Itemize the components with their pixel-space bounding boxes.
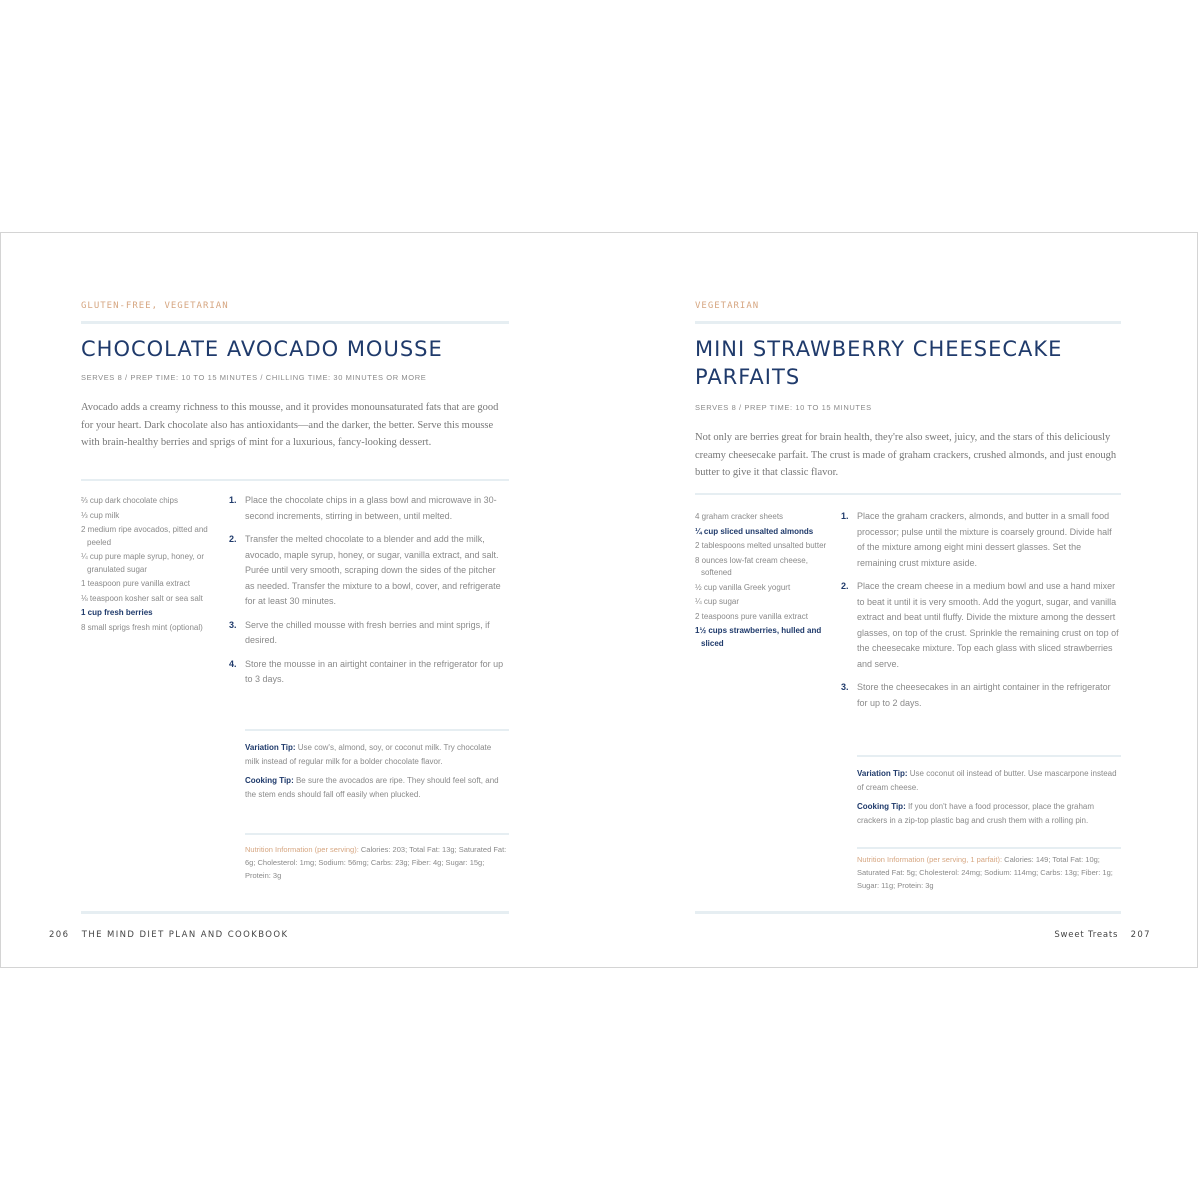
nutrition-text: Calories: 203; Total Fat: 13g; Saturated Fat: 6g; Cholesterol: 1mg; Sodium: 56mg; Carbs: 23g; Fiber: 4g; Sugar: 15g; Protein: 3g <box>245 845 507 880</box>
step-text: Store the mousse in an airtight container in the refrigerator for up to 3 days. <box>245 658 504 684</box>
ingredient-item: ¼ cup pure maple syrup, honey, or granulated sugar <box>81 552 205 574</box>
variation-tip <box>245 741 507 768</box>
nutrition-divider <box>857 847 1121 849</box>
intro-divider <box>81 479 509 481</box>
nutrition-label: Nutrition Information (per serving, 1 parfait): <box>857 855 1003 864</box>
ingredient-list <box>81 495 209 636</box>
step-number: 4. <box>229 658 237 669</box>
ingredient-item: ⅛ teaspoon kosher salt or sea salt <box>81 593 203 603</box>
step-item <box>229 493 507 524</box>
tips-divider <box>245 729 509 731</box>
ingredient-item: ¼ cup sliced unsalted almonds <box>695 526 814 536</box>
book-spread <box>0 232 1198 968</box>
cooking-tip <box>245 774 507 801</box>
step-number: 1. <box>229 495 237 505</box>
ingredient-item: ½ cup vanilla Greek yogurt <box>695 582 791 592</box>
ingredient-item: 4 graham cracker sheets <box>695 512 784 521</box>
step-text: Serve the chilled mousse with fresh berries and mint sprigs, if desired. <box>245 619 490 645</box>
nutrition-text: Calories: 149; Total Fat: 10g; Saturated Fat: 5g; Cholesterol: 24mg; Sodium: 114mg; Carbs: 13g; Fiber: 1g; Sugar: 11g; Protein: 3g <box>857 855 1113 890</box>
ingredient-item: 2 medium ripe avocados, pitted and peeled <box>81 525 208 547</box>
step-item <box>841 680 1121 711</box>
footer-right <box>1054 930 1151 940</box>
step-text: Place the cream cheese in a medium bowl and use a hand mixer to beat it until it is very smooth. Add the yogurt, sugar, and vanilla extract and beat until fluffy. Divide the mixture among the dessert glasses, on top of the crust. Sprinkle the remaining crust on top of the cheesecake mixture. Top each glass with sliced strawberries and serve. <box>857 581 1119 669</box>
variation-tip-text: Use coconut oil instead of butter. Use mascarpone instead of cream cheese. <box>857 769 1117 792</box>
nutrition-label: Nutrition Information (per serving): <box>245 845 359 854</box>
tips-box <box>857 767 1119 833</box>
step-item <box>841 579 1121 672</box>
section-title: Sweet Treats <box>1054 930 1119 940</box>
ingredient-item: 1½ cups strawberries, hulled and sliced <box>695 626 822 648</box>
step-number: 2. <box>841 581 849 591</box>
cooking-tip-text: If you don't have a food processor, place the graham crackers in a zip-top plastic bag and crush them with a rolling pin. <box>857 802 1095 825</box>
recipe-title: CHOCOLATE AVOCADO MOUSSE <box>81 337 443 361</box>
step-item <box>229 657 507 688</box>
ingredient-item: 2 teaspoons pure vanilla extract <box>695 611 808 621</box>
footer-left <box>49 930 288 940</box>
book-title: THE MIND DIET PLAN AND COOKBOOK <box>81 930 289 940</box>
step-number: 3. <box>841 682 849 692</box>
nutrition-info <box>857 853 1119 892</box>
right-page <box>695 233 1121 967</box>
cooking-tip-label: Cooking Tip: <box>857 802 906 811</box>
ingredient-item: 1 teaspoon pure vanilla extract <box>81 579 190 588</box>
recipe-intro: Not only are berries great for brain health, they're also sweet, juicy, and the stars of this deliciously creamy cheesecake parfait. The crust is made of graham crackers, crushed almonds, and just enough butter to give it that classic flavor. <box>695 432 1117 478</box>
tips-divider <box>857 755 1121 757</box>
ingredient-item: 2 tablespoons melted unsalted butter <box>695 541 827 550</box>
tag-divider <box>695 321 1121 324</box>
step-item <box>841 509 1121 571</box>
cooking-tip-text: Be sure the avocados are ripe. They should feel soft, and the stem ends should fall off easily when plucked. <box>245 776 499 799</box>
step-text: Transfer the melted chocolate to a blender and add the milk, avocado, maple syrup, honey, or sugar, vanilla extract, and salt. Purée until very smooth, scraping down the sides of the pitcher as needed. Transfer the mixture to a bowl, cover, and refrigerate for at least 30 minutes. <box>245 534 501 606</box>
recipe-meta: SERVES 8 / PREP TIME: 10 TO 15 MINUTES / CHILLING TIME: 30 MINUTES OR MORE <box>81 373 427 382</box>
step-number: 1. <box>841 511 849 521</box>
variation-tip-text: Use cow's, almond, soy, or coconut milk. Try chocolate milk instead of regular milk for a bolder chocolate flavor. <box>245 743 492 766</box>
recipe-tags: VEGETARIAN <box>695 301 760 311</box>
cooking-tip <box>857 800 1119 827</box>
nutrition-info <box>245 843 507 882</box>
ingredient-item: 8 small sprigs fresh mint (optional) <box>81 622 203 632</box>
recipe-title <box>695 335 1062 391</box>
cooking-tip-label: Cooking Tip: <box>245 776 294 785</box>
nutrition-divider <box>245 833 509 835</box>
step-number: 2. <box>229 534 237 544</box>
step-text: Place the chocolate chips in a glass bowl and microwave in 30-second increments, stirring in between, until melted. <box>245 495 497 521</box>
ingredient-item: 1 cup fresh berries <box>81 608 153 617</box>
recipe-meta: SERVES 8 / PREP TIME: 10 TO 15 MINUTES <box>695 403 872 412</box>
bottom-divider <box>81 911 509 914</box>
step-text: Store the cheesecakes in an airtight container in the refrigerator for up to 2 days. <box>857 682 1111 708</box>
recipe-intro: Avocado adds a creamy richness to this mousse, and it provides monounsaturated fats that are good for your heart. Dark chocolate also has antioxidants—and the darker, the better. Serve this mousse with brain-healthy berries and sprigs of mint for a luxurious, fancy-looking dessert. <box>81 402 499 448</box>
variation-tip-label: Variation Tip: <box>857 769 908 778</box>
step-list <box>229 493 507 696</box>
left-page <box>81 233 509 967</box>
tips-box <box>245 741 507 807</box>
page-number: 206 <box>49 930 70 940</box>
intro-divider <box>695 493 1121 495</box>
bottom-divider <box>695 911 1121 914</box>
title-line-1: MINI STRAWBERRY CHEESECAKE <box>695 337 1063 361</box>
ingredient-item: ¼ cup sugar <box>695 597 740 606</box>
recipe-tags: GLUTEN-FREE, VEGETARIAN <box>81 301 229 311</box>
title-line-2: PARFAITS <box>695 365 801 389</box>
step-number: 3. <box>229 619 237 630</box>
step-list <box>841 509 1121 719</box>
step-item <box>229 532 507 610</box>
variation-tip <box>857 767 1119 794</box>
ingredient-item: ⅔ cup dark chocolate chips <box>81 496 178 505</box>
tag-divider <box>81 321 509 324</box>
ingredient-item: ⅓ cup milk <box>81 510 120 520</box>
ingredient-item: 8 ounces low-fat cream cheese, softened <box>695 555 808 577</box>
variation-tip-label: Variation Tip: <box>245 743 296 752</box>
step-text: Place the graham crackers, almonds, and butter in a small food processor; pulse until the mixture is coarsely ground. Divide half of the mixture among eight mini dessert glasses. Set the remaining crust mixture aside. <box>857 511 1112 568</box>
page-number: 207 <box>1130 930 1151 940</box>
ingredient-list <box>695 511 831 652</box>
step-item <box>229 618 507 649</box>
